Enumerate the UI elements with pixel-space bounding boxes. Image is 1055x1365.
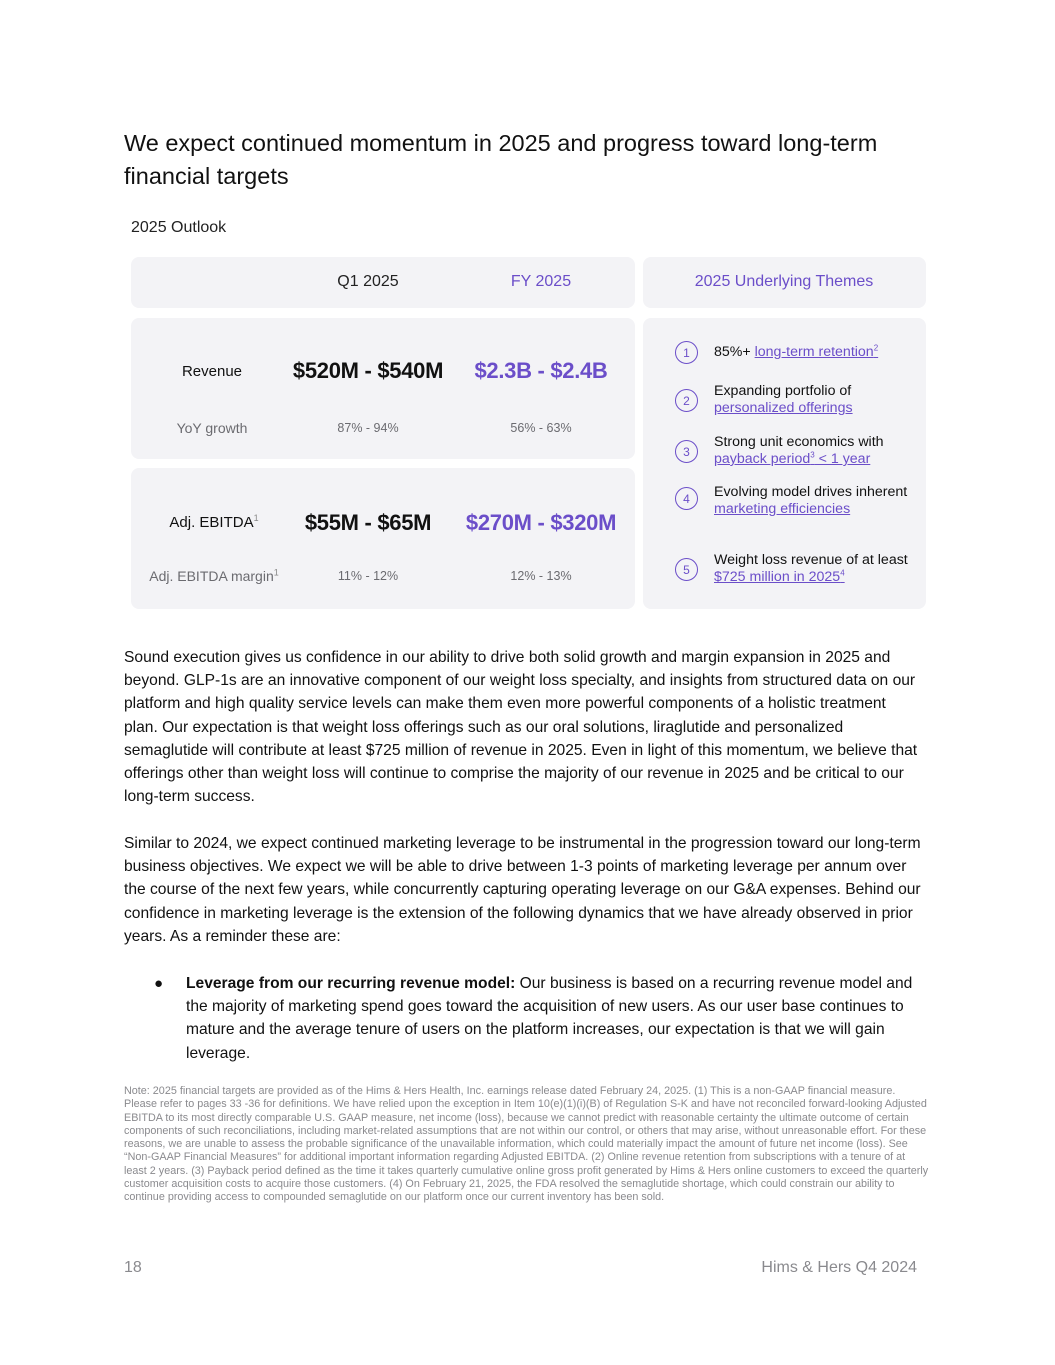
outlook-label: 2025 Outlook (131, 219, 227, 236)
yoy-growth-fy: 56% - 63% (510, 421, 572, 435)
theme-text: Strong unit economics with payback period$^3$ < 1 year (714, 434, 884, 467)
theme-number-badge: 4 (675, 487, 698, 510)
theme-text: Weight loss revenue of at least $725 million in 2025$^4$ (714, 552, 908, 585)
ebitda-fy-value: $270M - $320M (465, 510, 617, 535)
footnote: Note: 2025 financial targets are provided as of the Hims & Hers Health, Inc. earnings release dated February 24, 2025. (1) This is a non-GAAP financial measure. Please refer to pages 33 -36 for definitions. We have relied upon the exception in Item 10(e)(1)(i)(B) of Regulation S-K and have not reconciled forward-looking Adjusted EBITDA to its most directly comparable U.S. GAAP measure, net income (loss), because we cannot predict with reasonable certainty the ultimate outcome of certain components of such reconciliations, including market-related assumptions that are not within our control, or others that may arise, without unreasonable effort. For these reasons, we are unable to assess the probable significance of the unavailable information, which could materially impact the amount of future net income (loss). See “Non-GAAP Financial Measures” for additional important information regarding Adjusted EBITDA. (2) Online revenue retention from subscriptions with a tenure of at least 2 years. (3) Payback period defined as the time it takes quarterly cumulative online gross profit generated by Hims & Hers online customers to exceed the quarterly customer acquisition costs to acquire those customers. (4) On February 21, 2025, the FDA resolved the semaglutide shortage, which could constrain our ability to continue providing access to compounded semaglutide on our platform once our current inventory has been sold. (124, 1085, 929, 1204)
theme-text: Expanding portfolio of personalized offerings (714, 383, 853, 416)
theme-text: 85%+ long-term retention$^2$ (714, 343, 879, 360)
revenue-panel (131, 318, 635, 459)
revenue-q1-value: $520M - $540M (292, 358, 444, 383)
yoy-growth-q1: 87% - 94% (337, 421, 399, 435)
ebitda-margin-q1: 11% - 12% (337, 569, 399, 583)
theme-link[interactable]: marketing efficiencies (714, 501, 851, 517)
yoy-growth-label: YoY growth (176, 420, 248, 436)
theme-link[interactable]: long-term retention$^2$ (754, 343, 879, 360)
footer-brand: Hims & Hers Q4 2024 (761, 1259, 917, 1276)
theme-number-badge: 5 (675, 558, 698, 581)
theme-link[interactable]: $725 million in 2025$^4$ (714, 568, 845, 585)
q1-column-header: Q1 2025 (337, 273, 399, 290)
body-paragraph: Similar to 2024, we expect continued marketing leverage to be instrumental in the progression toward our long-term business objectives. We expect we will be able to drive between 1-3 points of marketing leverage per annum over the course of the next few years, while concurrently capturing operating leverage on our G&A expenses. Behind our confidence in marketing leverage is the extension of the following dynamics that we have already observed in prior years. As a reminder these are: (124, 835, 921, 945)
themes-column-header: 2025 Underlying Themes (694, 273, 874, 290)
theme-number-badge: 2 (675, 389, 698, 412)
bullet-text: Leverage from our recurring revenue model: Our business is based on a recurring revenue model and the majority of marketing spend goes toward the acquisition of new users. As our user base continues to mature and the average tenure of users on the platform increases, our expectation is that we will gain leverage. (186, 975, 913, 1062)
revenue-fy-value: $2.3B - $2.4B (474, 358, 608, 383)
page-title: We expect continued momentum in 2025 and progress toward long-term financial targets (124, 130, 878, 189)
theme-link[interactable]: payback period$^3$ < 1 year (714, 450, 871, 467)
ebitda-q1-value: $55M - $65M (304, 510, 432, 535)
ebitda-panel (131, 468, 635, 609)
theme-link[interactable]: personalized offerings (714, 400, 853, 416)
body-paragraph: Sound execution gives us confidence in our ability to drive both solid growth and margin expansion in 2025 and beyond. GLP-1s are an innovative component of our weight loss specialty, and insights from structured data on our platform and high quality service levels can make them even more powerful components of a holistic treatment plan. Our expectation is that weight loss offerings such as our oral solutions, liraglutide and personalized semaglutide will contribute at least $725 million of revenue in 2025. Even in light of this momentum, we believe that offerings other than weight loss will continue to comprise the majority of our revenue in 2025 and be critical to our long-term success. (124, 649, 918, 806)
page-number: 18 (124, 1259, 142, 1276)
ebitda-margin-label: Adj. EBITDA margin$^1$ (149, 567, 279, 584)
theme-number-badge: 3 (675, 440, 698, 463)
theme-text: Evolving model drives inherent marketing efficiencies (714, 484, 908, 517)
fy-column-header: FY 2025 (510, 273, 572, 290)
ebitda-label: Adj. EBITDA$^1$ (169, 513, 259, 531)
theme-number-badge: 1 (675, 341, 698, 364)
ebitda-margin-fy: 12% - 13% (510, 569, 572, 583)
revenue-label: Revenue (181, 363, 243, 380)
bullet-marker: ● (154, 975, 164, 992)
